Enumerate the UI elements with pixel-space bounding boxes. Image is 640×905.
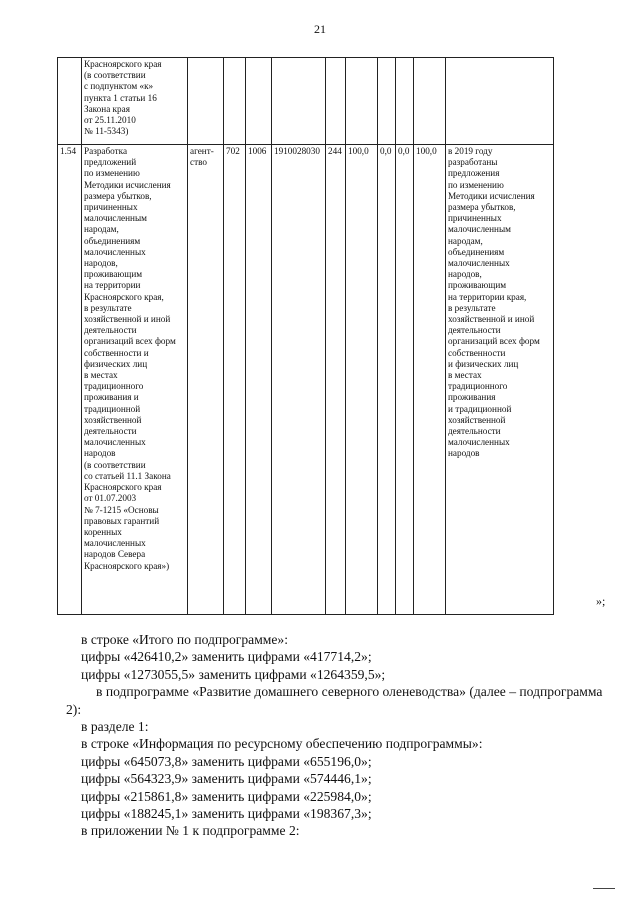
cell-v1: [346, 58, 378, 145]
cell-name: Красноярского края (в соответствии с подпунктом «к» пункта 1 статьи 16 Закона края от 25.11.2010 № 11-5343): [82, 58, 188, 145]
paragraph: в строке «Информация по ресурсному обеспечению подпрограммы»:: [81, 736, 483, 752]
paragraph: цифры «564323,9» заменить цифрами «574446,1»;: [81, 771, 372, 787]
cell-grbs: [224, 58, 246, 145]
paragraph: цифры «188245,1» заменить цифрами «198367,3»;: [81, 806, 372, 822]
page-number: 21: [314, 22, 326, 36]
cell-num: [58, 58, 82, 145]
cell-rzpr: 1006: [246, 145, 272, 615]
paragraph: в строке «Итого по подпрограмме»:: [81, 632, 289, 647]
paragraph: в приложении № 1 к подпрограмме 2:: [81, 823, 300, 839]
paragraph: цифры «215861,8» заменить цифрами «225984,0»;: [81, 788, 372, 804]
cell-grbs: 702: [224, 145, 246, 615]
paragraph: цифры «426410,2» заменить цифрами «417714,2»;: [81, 649, 372, 665]
cell-num: 1.54: [58, 145, 82, 615]
cell-csr: 1910028030: [272, 145, 326, 615]
cell-v2: 0,0: [378, 145, 396, 615]
table-row-previous: [58, 58, 554, 145]
paragraph: цифры «645073,8» заменить цифрами «655196,0»;: [81, 753, 372, 769]
cell-v4: [414, 58, 446, 145]
footer-divider: [593, 888, 615, 889]
paragraph: в разделе 1:: [81, 719, 149, 735]
cell-vr: [326, 58, 346, 145]
cell-rzpr: [246, 58, 272, 145]
cell-name: Разработка предложений по изменению Методики исчисления размера убытков, причиненных малочисленным народам, объединениям малочисленных народов, проживающим на территории Красноярского края, в результате хозяйственной и иной деятельности организаций всех форм собственности и физических лиц в местах традиционного проживания и традиционной хозяйственной деятельности малочисленных народов (в соответствии со статьей 11.1 Закона Красноярского края от 01.07.2003 № 7-1215 «Основы правовых гарантий коренных малочисленных народов Севера Красноярского края»): [82, 145, 188, 615]
cell-v1: 100,0: [346, 145, 378, 615]
closing-quote: »;: [596, 594, 606, 608]
cell-result: в 2019 году разработаны предложения по изменению Методики исчисления размера убытков, причиненных малочисленным народам, объединениям малочисленных народов, проживающим на территории края, в результате хозяйственной и иной деятельности организаций всех форм собственности и физических лиц в местах традиционного проживания и традиционной хозяйственной деятельности малочисленных народов: [446, 145, 554, 615]
paragraph: в подпрограмме «Развитие домашнего северного оленеводства» (далее – подпрограмма 2):: [66, 684, 603, 717]
cell-csr: [272, 58, 326, 145]
cell-v4: 100,0: [414, 145, 446, 615]
table-row-1-54: [58, 145, 554, 615]
cell-v3: 0,0: [396, 145, 414, 615]
cell-v3: [396, 58, 414, 145]
program-table: [57, 57, 554, 615]
cell-result: [446, 58, 554, 145]
paragraph: цифры «1273055,5» заменить цифрами «1264359,5»;: [81, 666, 386, 682]
amendment-text: [66, 631, 606, 840]
cell-executor: [188, 58, 224, 145]
cell-vr: 244: [326, 145, 346, 615]
cell-executor: агент- ство: [188, 145, 224, 615]
cell-v2: [378, 58, 396, 145]
